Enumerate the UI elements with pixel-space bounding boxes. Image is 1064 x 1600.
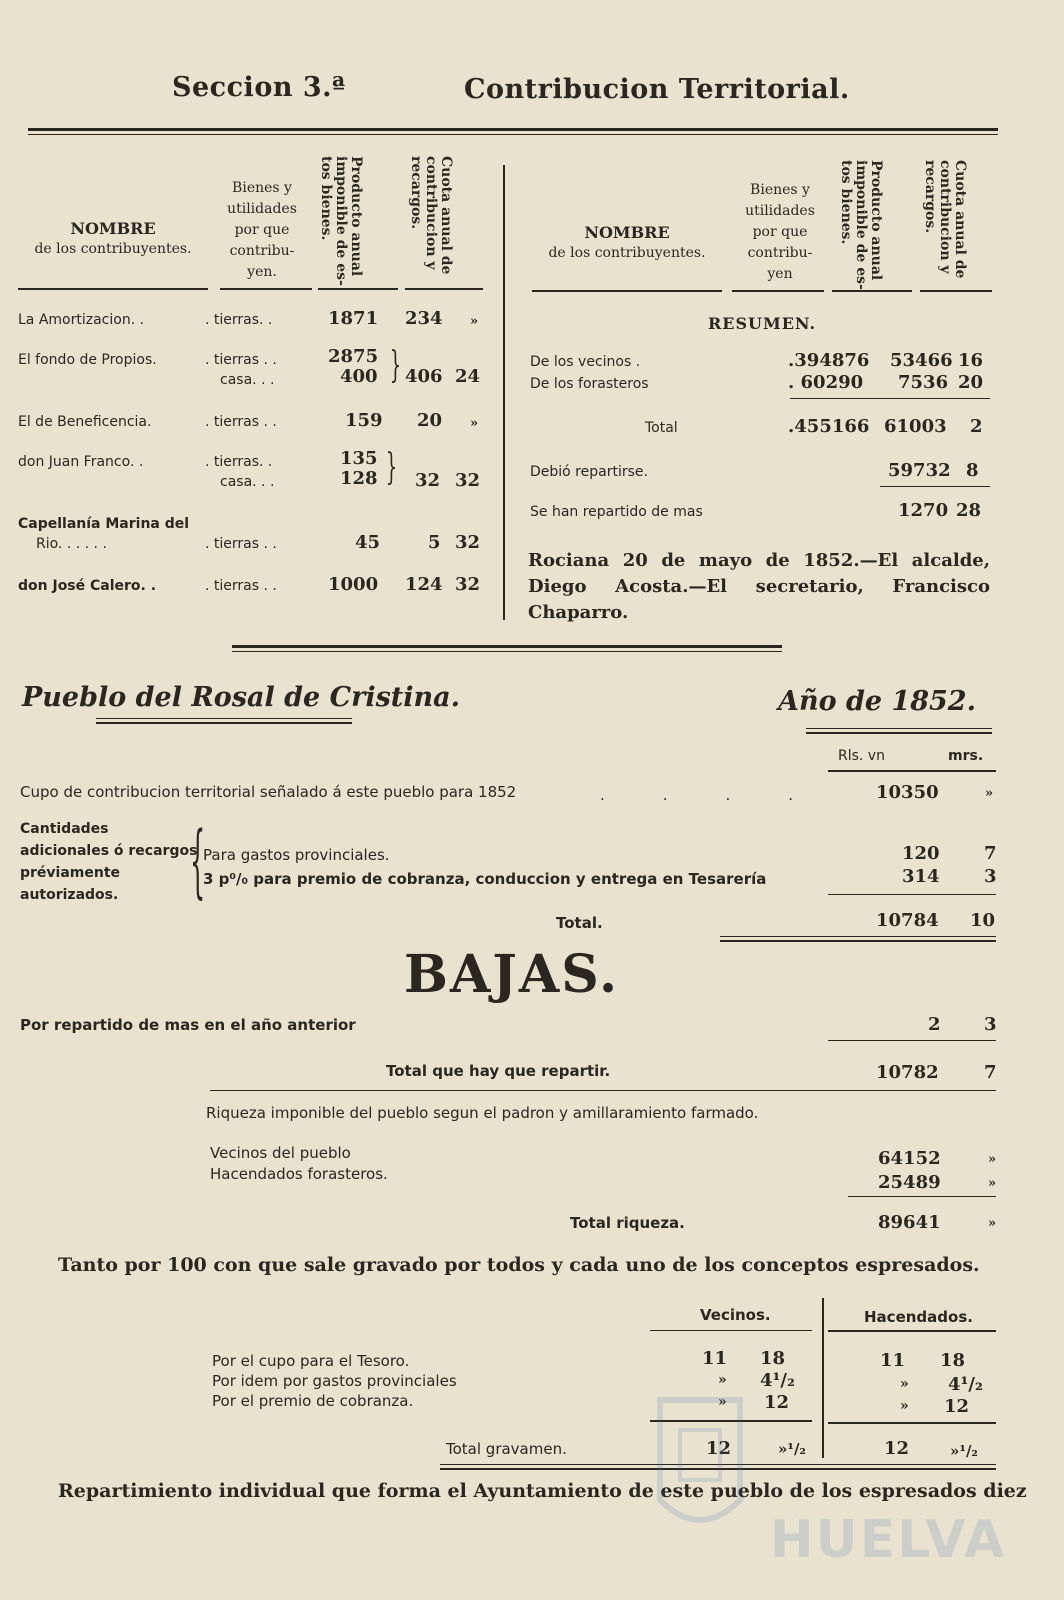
row-name: Capellanía Marina del — [18, 516, 190, 532]
row-cuota-mrs: 32 — [455, 574, 481, 595]
row-cuota-mrs: 24 — [455, 366, 481, 387]
year-rule-2 — [806, 732, 992, 734]
section-label: Seccion 3.ª — [172, 72, 346, 103]
right-header-rule-2 — [732, 290, 824, 292]
repartido-rs: 2 — [928, 1014, 941, 1035]
left-header-rule-1 — [18, 288, 208, 290]
resumen-producto: . 60290 — [788, 372, 864, 393]
section-separator-thin — [232, 651, 782, 652]
total-mrs: 10 — [970, 910, 996, 931]
premio-rs: 314 — [902, 866, 940, 887]
pueblo-title: Pueblo del Rosal de Cristina. — [22, 682, 461, 713]
resumen-label: De los vecinos . — [530, 354, 641, 370]
gastos-rs: 120 — [902, 843, 940, 864]
repartido-rule — [828, 1040, 996, 1041]
right-header-nombre: NOMBRE de los contribuyentes. — [548, 223, 706, 261]
row-producto: 1871 — [328, 308, 379, 329]
debio-rs: 59732 — [888, 460, 951, 481]
tanto-v1: » — [718, 1372, 727, 1388]
header-rule — [28, 128, 998, 131]
row-cuota-mrs: » — [470, 314, 479, 329]
right-header-rule-4 — [920, 290, 992, 292]
total-riqueza-rs: 89641 — [878, 1212, 941, 1233]
row-bienes: . tierras. . — [205, 312, 273, 328]
resumen-title: RESUMEN. — [708, 314, 817, 333]
tanto-h1: » — [900, 1398, 909, 1414]
watermark — [640, 1390, 1007, 1580]
col-rule — [828, 770, 996, 772]
row-name: don José Calero. . — [18, 578, 157, 594]
hacendados-label: Hacendados forasteros. — [210, 1165, 388, 1183]
cupo-label: Cupo de contribucion territorial señalado á este pueblo para 1852 — [20, 783, 517, 801]
row-cuota-rs: 124 — [405, 574, 443, 595]
row-producto: 159 — [345, 410, 383, 431]
total-rule — [720, 936, 996, 937]
signature-text: Rociana 20 de mayo de 1852.—El alcalde, Diego Acosta.—El secretario, Francisco Chaparro. — [528, 550, 990, 623]
repartido-label: Por repartido de mas en el año anterior — [20, 1016, 356, 1034]
right-header-rule-1 — [532, 290, 722, 292]
vecinos-mrs: » — [988, 1152, 997, 1167]
tanto-total-h1: 12 — [884, 1438, 910, 1459]
total-repartir-rs: 10782 — [876, 1062, 939, 1083]
bajas-title: BAJAS. — [404, 944, 620, 1005]
debio-mrs: 8 — [966, 460, 979, 481]
tanto-total-h2: »¹/₂ — [950, 1442, 978, 1460]
mas-rs: 1270 — [898, 500, 949, 521]
brace-icon: { — [190, 814, 206, 907]
tanto-label: Por el cupo para el Tesoro. — [212, 1352, 410, 1370]
hacendados-rs: 25489 — [878, 1172, 941, 1193]
tanto-h1: 11 — [880, 1350, 906, 1371]
row-bienes-2: casa. . . — [220, 372, 275, 388]
title-rule — [96, 718, 352, 719]
tanto-h2: 18 — [940, 1350, 966, 1371]
riqueza-label: Riqueza imponible del pueblo segun el padron y amillaramiento farmado. — [206, 1104, 759, 1122]
total-rule-2 — [720, 940, 996, 942]
title-rule-2 — [96, 722, 352, 724]
left-header-rule-2 — [220, 288, 312, 290]
resumen-rule — [790, 398, 990, 399]
row-producto: 2875 — [328, 346, 379, 367]
total-label: Total. — [556, 914, 603, 932]
total-repartir-mrs: 7 — [984, 1062, 997, 1083]
tanto-h2: 12 — [944, 1396, 970, 1417]
tanto-total-v1: 12 — [706, 1438, 732, 1459]
resumen-total-rs: 61003 — [884, 416, 947, 437]
total-rs: 10784 — [876, 910, 939, 931]
riqueza-rule — [848, 1196, 996, 1197]
row-cuota-rs: 20 — [417, 410, 443, 431]
row-producto-2: 400 — [340, 366, 378, 387]
left-header-cuota: Cuota anual de contribucion y recargos. — [408, 156, 454, 275]
tanto-heading: Tanto por 100 con que sale gravado por todos y cada uno de los conceptos espresados. — [58, 1254, 980, 1276]
row-cuota-rs: 32 — [415, 470, 441, 491]
tanto-total-label: Total gravamen. — [446, 1440, 567, 1458]
total-repartir-rule — [210, 1090, 996, 1091]
year-rule — [806, 728, 992, 729]
vecinos-label: Vecinos del pueblo — [210, 1144, 351, 1162]
resumen-total-label: Total — [645, 420, 678, 436]
section-title: Contribucion Territorial. — [464, 74, 850, 105]
vecinos-rs: 64152 — [878, 1148, 941, 1169]
tanto-v1: 11 — [702, 1348, 728, 1369]
row-bienes-2: casa. . . — [220, 474, 275, 490]
left-header-rule-4 — [405, 288, 483, 290]
resumen-total-producto: .455166 — [788, 416, 870, 437]
row-cuota-mrs: » — [470, 416, 479, 431]
tanto-v2: 18 — [760, 1348, 786, 1369]
row-producto: 45 — [355, 532, 381, 553]
gastos-label: Para gastos provinciales. — [203, 846, 390, 864]
row-bienes: . tierras. . — [205, 454, 273, 470]
premio-mrs: 3 — [984, 866, 997, 887]
pueblo-year: Año de 1852. — [778, 686, 976, 717]
left-header-producto: Producto anual imponible de es-tos bienes. — [318, 156, 364, 286]
mas-mrs: 28 — [956, 500, 982, 521]
tanto-col-rule-2 — [828, 1330, 996, 1332]
row-cuota-mrs: 32 — [455, 532, 481, 553]
adicionales-label: Cantidades adicionales ó recargos préviamente autorizados. — [20, 821, 198, 903]
row-bienes: . tierras . . — [205, 352, 277, 368]
right-header-rule-3 — [832, 290, 912, 292]
footer-text: Repartimiento individual que forma el Ayuntamiento de este pueblo de los espresados diez — [58, 1480, 1027, 1502]
adicionales-rule — [828, 894, 996, 895]
row-cuota-mrs: 32 — [455, 470, 481, 491]
col-vecinos: Vecinos. — [700, 1306, 771, 1324]
brace-icon: } — [389, 345, 402, 386]
tanto-v1: » — [718, 1394, 727, 1410]
col-mrs: mrs. — [948, 748, 984, 764]
cupo-rs: 10350 — [876, 782, 939, 803]
left-header-bienes: Bienes y utilidades por que contribu-yen. — [227, 180, 297, 280]
header-rule-thin — [28, 134, 998, 135]
resumen-label: De los forasteros — [530, 376, 649, 392]
cupo-mrs: » — [985, 786, 994, 801]
left-header-nombre: NOMBRE de los contribuyentes. — [34, 219, 192, 257]
row-name: El de Beneficencia. — [18, 414, 152, 430]
col-rls: Rls. vn — [838, 748, 885, 764]
total-riqueza-label: Total riqueza. — [570, 1214, 685, 1232]
tanto-total-v2: »¹/₂ — [778, 1440, 806, 1458]
right-header-producto: Producto anual imponible de es-tos bienes. — [838, 160, 884, 290]
debio-label: Debió repartirse. — [530, 464, 648, 480]
column-divider — [503, 165, 505, 620]
row-cuota-rs: 406 — [405, 366, 443, 387]
row-cuota-rs: 234 — [405, 308, 443, 329]
right-header-cuota: Cuota anual de contribucion y recargos. — [922, 160, 968, 279]
total-repartir-label: Total que hay que repartir. — [386, 1062, 611, 1080]
left-header-rule-3 — [318, 288, 398, 290]
total-riqueza-mrs: » — [988, 1216, 997, 1231]
gastos-mrs: 7 — [984, 843, 997, 864]
row-producto: 135 — [340, 448, 378, 469]
resumen-cuota-rs: 7536 — [898, 372, 949, 393]
row-name: La Amortizacion. . — [18, 312, 145, 328]
row-cuota-rs: 5 — [428, 532, 441, 553]
tanto-label: Por el premio de cobranza. — [212, 1392, 414, 1410]
resumen-total-mrs: 2 — [970, 416, 983, 437]
row-producto: 1000 — [328, 574, 379, 595]
resumen-cuota-rs: 53466 — [890, 350, 953, 371]
tanto-v2: 12 — [764, 1392, 790, 1413]
tanto-v2: 4¹/₂ — [760, 1370, 795, 1391]
section-separator — [232, 645, 782, 648]
resumen-cuota-mrs: 20 — [958, 372, 984, 393]
watermark-text: HUELVA — [770, 1510, 1007, 1570]
col-hacendados: Hacendados. — [864, 1308, 973, 1326]
row-bienes: . tierras . . — [205, 536, 277, 552]
cupo-dots: .... — [600, 786, 852, 804]
brace-icon: } — [385, 447, 398, 488]
row-bienes: . tierras . . — [205, 414, 277, 430]
debio-rule — [880, 486, 990, 487]
premio-label: 3 p⁰/₀ para premio de cobranza, conduccion y entrega en Tesarería — [203, 870, 767, 888]
resumen-producto: .394876 — [788, 350, 870, 371]
right-header-bienes: Bienes y utilidades por que contribu-yen — [745, 182, 815, 282]
tanto-h1: » — [900, 1376, 909, 1392]
resumen-cuota-mrs: 16 — [958, 350, 984, 371]
tanto-h2: 4¹/₂ — [948, 1374, 983, 1395]
row-name: El fondo de Propios. — [18, 352, 157, 368]
row-producto-2: 128 — [340, 468, 378, 489]
tanto-col-rule-1 — [650, 1330, 812, 1331]
row-bienes: . tierras . . — [205, 578, 277, 594]
row-name-2: Rio. . . . . . — [36, 536, 107, 552]
hacendados-mrs: » — [988, 1176, 997, 1191]
mas-label: Se han repartido de mas — [530, 504, 703, 520]
row-name: don Juan Franco. . — [18, 454, 144, 470]
repartido-mrs: 3 — [984, 1014, 997, 1035]
tanto-label: Por idem por gastos provinciales — [212, 1372, 457, 1390]
